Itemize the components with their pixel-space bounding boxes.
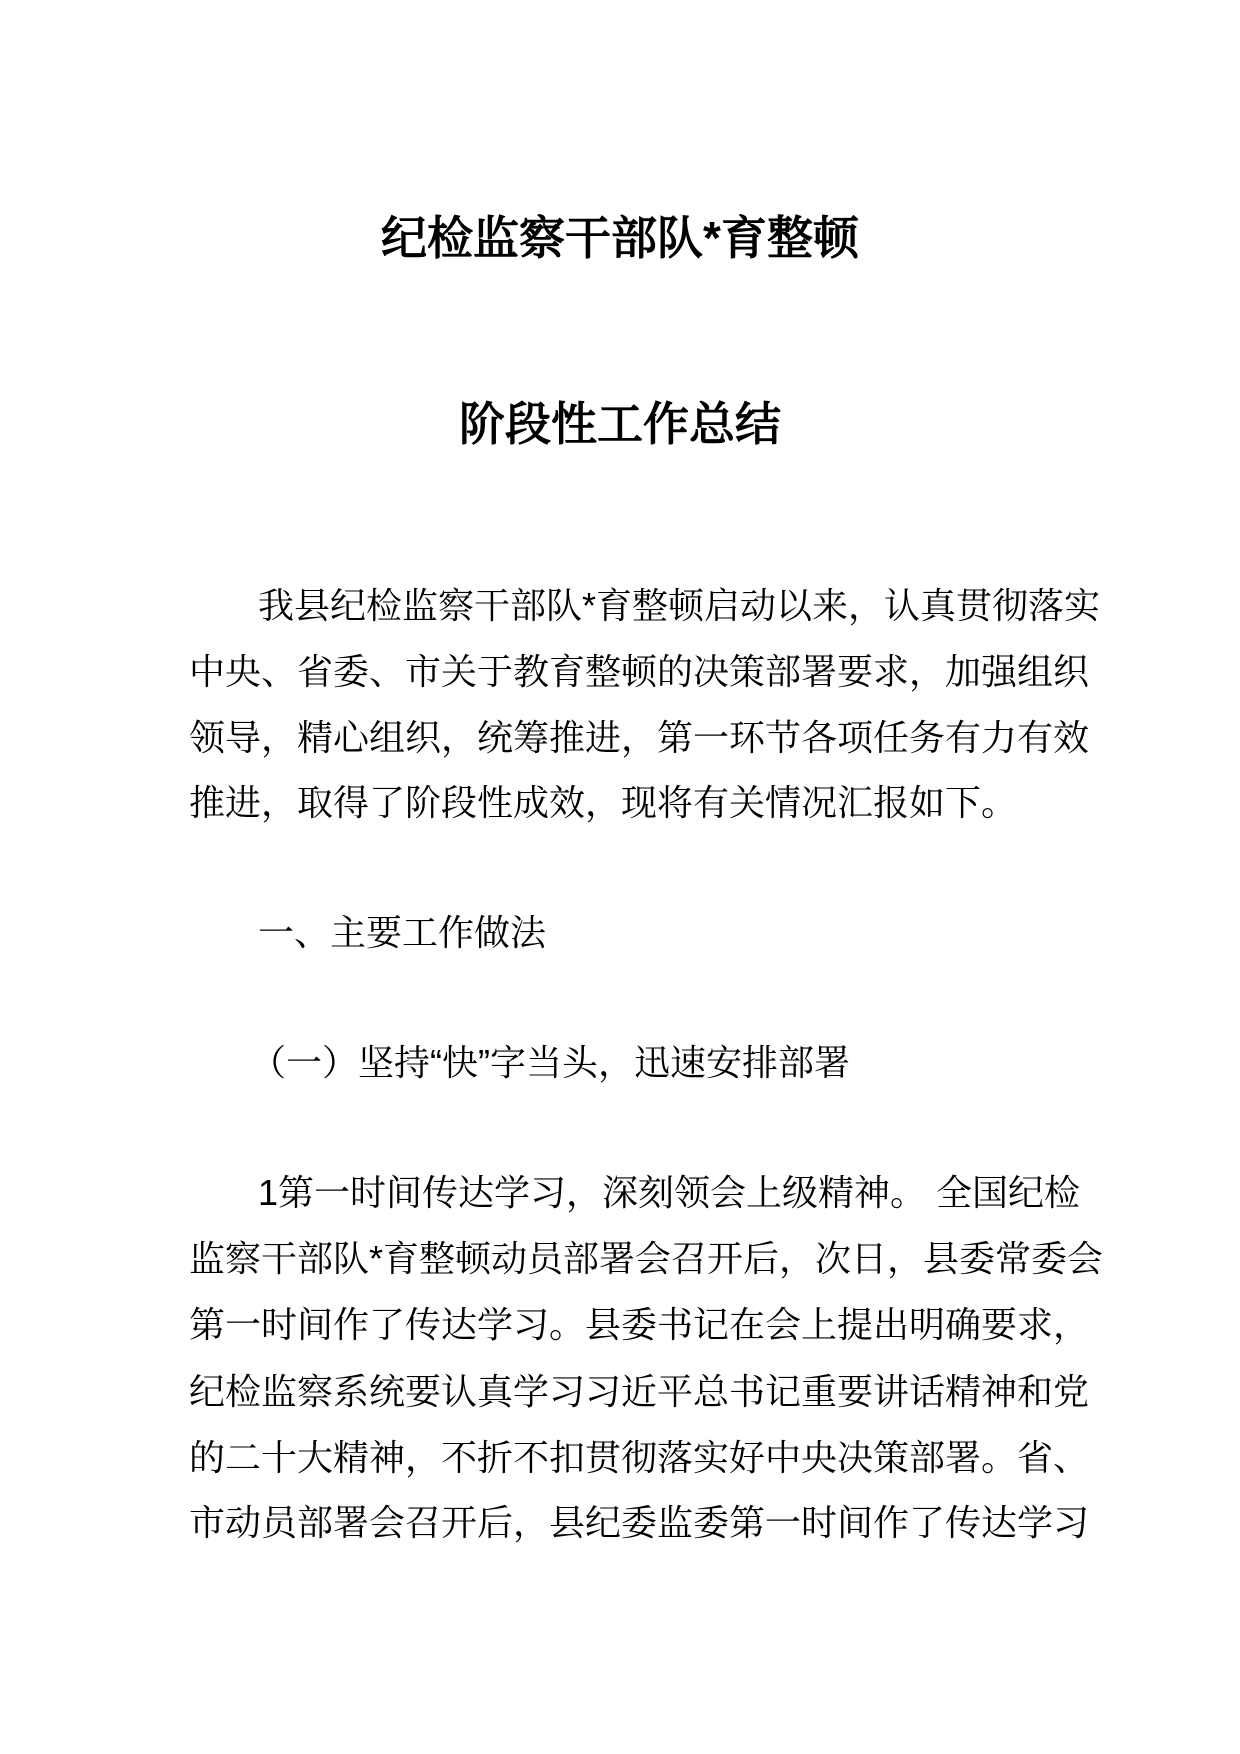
- paragraph-line: 领导，精心组织，统筹推进，第一环节各项任务有力有效: [189, 717, 1090, 758]
- subsection-heading: （一）坚持“快”字当头，迅速安排部署: [250, 1042, 850, 1083]
- section-heading: 一、主要工作做法: [258, 912, 547, 953]
- paragraph-line: 推进，取得了阶段性成效，现将有关情况汇报如下。: [189, 782, 1018, 823]
- document-title-line-1: 纪检监察干部队*育整顿: [381, 212, 859, 264]
- paragraph-line: 1第一时间传达学习，深刻领会上级精神。 全国纪检: [258, 1172, 1081, 1213]
- paragraph-line: 第一时间作了传达学习。县委书记在会上提出明确要求，: [189, 1304, 1090, 1345]
- paragraph-line: 纪检监察系统要认真学习习近平总书记重要讲话精神和党: [189, 1371, 1090, 1412]
- document-title-line-2: 阶段性工作总结: [459, 398, 781, 450]
- paragraph-line: 我县纪检监察干部队*育整顿启动以来，认真贯彻落实: [258, 585, 1101, 626]
- paragraph-line: 的二十大精神，不折不扣贯彻落实好中央决策部署。省、: [189, 1437, 1090, 1478]
- paragraph-line: 监察干部队*育整顿动员部署会召开后，次日，县委常委会: [189, 1238, 1104, 1279]
- paragraph-line: 市动员部署会召开后，县纪委监委第一时间作了传达学习: [189, 1502, 1090, 1543]
- paragraph-line: 中央、省委、市关于教育整顿的决策部署要求，加强组织: [189, 651, 1090, 692]
